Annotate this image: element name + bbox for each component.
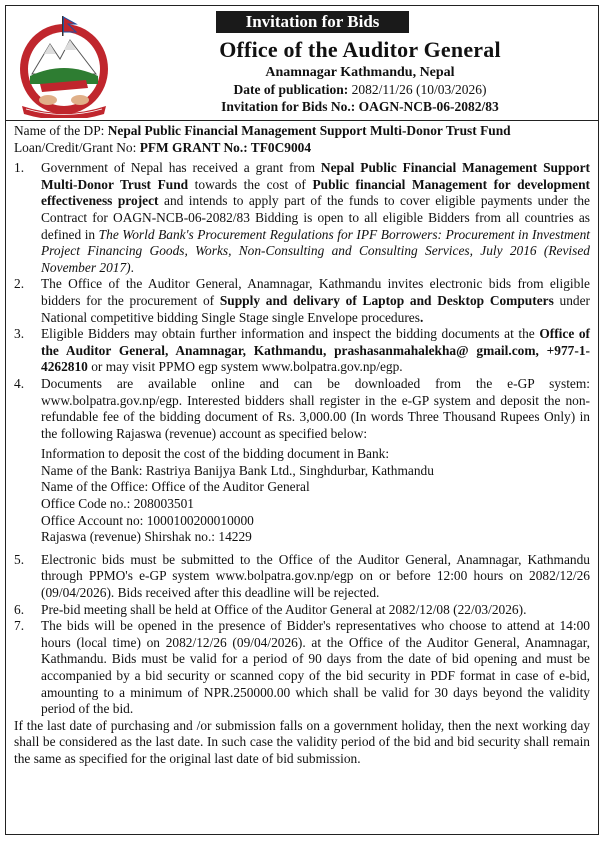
loan-value: PFM GRANT No.: TF0C9004: [139, 139, 312, 155]
clause-number: 6.: [14, 601, 25, 617]
nepal-emblem-icon: [16, 14, 112, 118]
clause-item: [14, 276, 590, 326]
clause-item: [14, 326, 590, 376]
footer-note: If the last date of purchasing and /or submission falls on a government holiday, then the next working day shall be considered as the last date. In such case the validity period of the bid and bid security shall remain the same as specified for the original last date of bid submission.: [14, 717, 590, 766]
clause-number: 2.: [14, 276, 25, 292]
bank-detail-line: Office Account no: 1000100200010000: [41, 512, 254, 528]
clause-text: Nepal Public Financial Management Support Multi-Donor Trust Fund: [41, 160, 590, 192]
clause-number: 3.: [14, 326, 25, 342]
bank-detail-line: Information to deposit the cost of the bidding document in Bank:: [41, 446, 390, 462]
bank-detail-line: Name of the Office: Office of the Auditor General: [41, 479, 310, 495]
bank-detail-line: Name of the Bank: Rastriya Banijya Bank Ltd., Singhdurbar, Kathmandu: [41, 462, 434, 478]
clause-item: [14, 552, 590, 602]
header-divider: [6, 120, 598, 121]
notice-body: [14, 123, 590, 768]
clause-text: The Office of the Auditor General, Anamnagar, Kathmandu invites electronic bids from eligible bidders for the procurement of: [41, 276, 590, 308]
clause-text: and intends to apply part of the funds to cover eligible payments under the Contract for OAGN-NCB-06-2082/83 Bidding is open to all eligible Bidders from all countries as defined in: [41, 193, 590, 242]
clause-text: towards the cost of: [188, 176, 313, 192]
clause-list: [14, 160, 590, 442]
clause-list-continued: [14, 552, 590, 718]
organization-address: Anamnagar Kathmandu, Nepal: [265, 65, 455, 80]
notice-page: [5, 5, 599, 835]
clause-text: under National competitive bidding Single Stage single Envelope procedures: [41, 292, 591, 325]
dp-label: Name of the DP:: [14, 123, 108, 138]
clause-item: [14, 618, 590, 718]
clause-text: The bids will be opened in the presence of Bidder's representatives who choose to attend at 14:00 hours (local time) on 2082/12/26 (09/04/2026). at the Office of the Auditor General, Anamnagar, Kathmandu. Bids must be valid for a period of 90 days from the date of bid opening and must be accompanied by a bid security or scanned copy of the bid security in PDF format in case of e-bid, amounting to a minimum of NPR.250000.00 which shall be valid for 30 days beyond the validity period of the bid.: [41, 618, 590, 717]
clause-text: .: [130, 259, 134, 275]
clause-text: Supply and delivary of Laptop and Desktop Computers: [219, 292, 554, 308]
clause-number: 7.: [14, 618, 25, 634]
bank-detail-line: Rajaswa (revenue) Shirshak no.: 14229: [41, 529, 252, 545]
ifb-number: Invitation for Bids No.: OAGN-NCB-06-2082/83: [221, 99, 499, 114]
clause-item: [14, 376, 590, 442]
clause-text: Eligible Bidders may obtain further information and inspect the bidding documents at the: [41, 326, 540, 342]
loan-label: Loan/Credit/Grant No:: [14, 139, 140, 155]
publication-date-label: Date of publication:: [233, 82, 349, 97]
clause-text: Government of Nepal has received a grant from: [41, 160, 321, 176]
clause-text: Electronic bids must be submitted to the Office of the Auditor General, Anamnagar, Kathmandu through PPMO's e-GP system www.bolpatra.gov.np/egp on or before 12:00 hours on 2082/12/26 (09/04/2026). Bids received after this deadline will be rejected.: [41, 551, 590, 601]
clause-item: [14, 602, 590, 619]
clause-number: 4.: [14, 375, 25, 391]
notice-banner: Invitation for Bids: [216, 11, 409, 33]
dp-line: [14, 123, 590, 140]
clause-text: Public financial Management for development effectiveness project: [41, 176, 590, 209]
clause-text: or may visit PPMO egp system www.bolpatra.gov.np/egp.: [87, 359, 403, 375]
clause-text: Pre-bid meeting shall be held at Office of the Auditor General at 2082/12/08 (22/03/2026).: [41, 601, 527, 617]
clause-text: Office of the Auditor General, Anamnagar, Kathmandu, prashasanmahalekha@ gmail.com, +977-1-4262810: [41, 326, 591, 375]
bank-detail-line: Office Code no.: 208003501: [41, 496, 194, 512]
clause-number: 1.: [14, 160, 25, 176]
dp-value: Nepal Public Financial Management Support Multi-Donor Trust Fund: [107, 123, 511, 138]
organization-title: Office of the Auditor General: [219, 37, 501, 62]
publication-date: [126, 82, 594, 98]
clause-text: Documents are available online and can be downloaded from the e-GP system: www.bolpatra.gov.np/egp. Interested bidders shall register in the e-GP system and deposit the non-refundable fee of the bidding document of Rs. 3,000.00 (In words Three Thousand Rupees Only) in the following Rajaswa (revenue) account as specified below:: [41, 375, 590, 441]
clause-text: .: [419, 309, 424, 325]
clause-number: 5.: [14, 551, 25, 567]
clause-item: [14, 160, 590, 276]
publication-date-value: 2082/11/26 (10/03/2026): [351, 82, 487, 97]
loan-line: [14, 140, 590, 157]
clause-text: The World Bank's Procurement Regulations for IPF Borrowers: Procurement in Investment Project Financing Goods, Works, Non-Consulting and Consulting Services, July 2016 (Revised November 2017): [41, 226, 591, 275]
bank-details: [14, 446, 590, 546]
